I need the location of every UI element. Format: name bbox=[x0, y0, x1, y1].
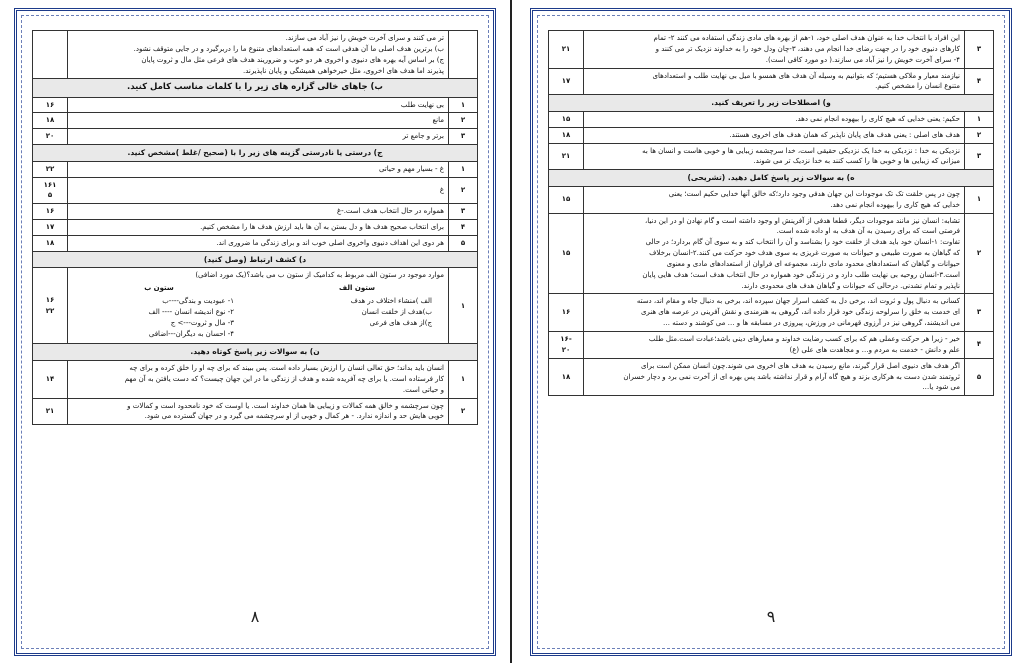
reference-number: ۱۶۱ ۵ bbox=[33, 177, 68, 204]
column-a bbox=[276, 283, 438, 339]
answer-line: بی نهایت طلب bbox=[400, 100, 444, 109]
reference-number: ۱۵ bbox=[549, 213, 584, 294]
question-number: ۵ bbox=[965, 358, 994, 396]
answer-text bbox=[68, 177, 449, 204]
answer-text bbox=[584, 331, 965, 358]
answer-row bbox=[33, 161, 478, 177]
answer-row bbox=[33, 177, 478, 204]
answer-text bbox=[584, 31, 965, 69]
answer-line: تشابه: انسان نیز مانند موجودات دیگر، قطعا هدفی از آفرینش او وجود داشته است و گام نهادن او در این دنیا، bbox=[644, 216, 960, 225]
section-title: ج) درستی یا نادرستی گزینه های زیر را با (صحیح /غلط )مشخص کنید. bbox=[33, 145, 478, 162]
column-b-item: ۳- مال و ثروت---> ج bbox=[170, 318, 234, 327]
left-page-content bbox=[32, 30, 478, 425]
answer-row bbox=[33, 204, 478, 220]
answer-table-right bbox=[548, 30, 994, 396]
reference-number: ۲۱ bbox=[33, 398, 68, 425]
answer-text bbox=[68, 268, 449, 344]
question-number: ۱ bbox=[449, 268, 478, 344]
page-number-right: ۹ bbox=[766, 607, 776, 626]
question-number: ۲ bbox=[965, 127, 994, 143]
answer-text bbox=[68, 161, 449, 177]
right-page bbox=[530, 8, 1012, 656]
answer-text bbox=[584, 294, 965, 332]
section-header bbox=[33, 344, 478, 361]
answer-row bbox=[33, 398, 478, 425]
answer-line: کسانی به دنبال پول و ثروت اند، برخی دل به کشف اسرار جهان سپرده اند، برخی به دنبال جاه و مقام اند، دسته bbox=[636, 297, 960, 306]
answer-line: میزانی که زیبایی ها و خوبی ها را کسب کنند به خدا نزدیک تر می شوند. bbox=[753, 157, 960, 166]
column-b-item: ۲- نوع اندیشه انسان ---- الف bbox=[148, 307, 234, 316]
answer-line: ناپذیر و تمام نشدنی. درحالی که حیوانات و گیاهان هدف های محدودی دارند. bbox=[741, 281, 960, 290]
section-header bbox=[33, 79, 478, 97]
reference-number: ۱۶ bbox=[33, 97, 68, 113]
column-b-item: ۱- عبودیت و بندگی----ب bbox=[162, 297, 234, 306]
question-number: ۳ bbox=[449, 129, 478, 145]
reference-number: -۱۶ ۲۰ bbox=[549, 331, 584, 358]
answer-line: خوبی هایش حد و اندازه ندارد. - هر کمال و خوبی از او سرچشمه می گیرد و در جهان گسترده می شود. bbox=[144, 412, 444, 421]
answer-row bbox=[549, 331, 994, 358]
answer-text bbox=[584, 213, 965, 294]
left-page bbox=[14, 8, 496, 656]
answer-line: است.۳-انسان روحیه بی نهایت طلب دارد و در زندگی خود همواره در حال انتخاب هدف است؛ هدف هایی پایان bbox=[642, 270, 960, 279]
section-title: ن) به سوالات زیر پاسخ کوتاه دهید. bbox=[33, 344, 478, 361]
answer-line: علم و دانش - خدمت به مردم و… و مجاهدت های علی (ع) bbox=[789, 345, 960, 354]
answer-line: می اندیشند، گروهی نیز در آرزوی قهرمانی در ورزش، پیروزی در مسابقه ها و … می کوشند و دسته … bbox=[663, 319, 960, 328]
answer-text bbox=[68, 398, 449, 425]
question-number: ۱ bbox=[449, 361, 478, 399]
answer-text bbox=[68, 97, 449, 113]
reference-number: ۲۲ bbox=[33, 161, 68, 177]
answer-line: ای خدمت به خلق را سرلوحه زندگی خود قرار داده اند، گروهی به هنرمندی و نقش آفرینی در عرصه های هنری bbox=[640, 308, 960, 317]
answer-text bbox=[68, 204, 449, 220]
answer-line: هدف های اصلی : یعنی هدف های پایان ناپذیر که همان هدف های اخروی هستند. bbox=[729, 130, 960, 139]
column-b-title: ستون ب bbox=[144, 284, 174, 293]
reference-number: ۱۸ bbox=[549, 358, 584, 396]
answer-row bbox=[549, 68, 994, 95]
reference-number bbox=[33, 31, 68, 79]
answer-line: نزدیکی به خدا : نزدیکی به خدا یک نزدیکی حقیقی است، خدا سرچشمه زیبایی ها و خوبی هاست و انسان ها به bbox=[642, 146, 960, 155]
answer-line: ج) بر اساس آیه بهره های دنیوی و اخروی هر دو خوب و ضروریند هدف های فرعی مثل مال و ثروت پایان bbox=[141, 55, 444, 64]
reference-number: ۱۵ bbox=[549, 111, 584, 127]
question-number: ۳ bbox=[965, 31, 994, 69]
answer-line: کارهای دنیوی خود را در جهت رضای خدا انجام می دهند، ۳-چان ودل خود را به خداوند نزدیک تر می کنند و bbox=[655, 44, 960, 53]
question-number: ۵ bbox=[449, 235, 478, 251]
answer-text bbox=[68, 113, 449, 129]
answer-line: اگر هدف های دنیوی اصل قرار گیرند، مانع رسیدن به هدف های اخروی می شوند.چون انسان ممکن است برای bbox=[641, 361, 960, 370]
answer-row bbox=[549, 213, 994, 294]
reference-number: ۱۶ bbox=[33, 204, 68, 220]
reference-number: ۱۷ bbox=[33, 220, 68, 236]
answer-line: خدایی که هیچ کاری را بیهوده انجام نمی دهد. bbox=[830, 200, 960, 209]
reference-number: ۱۶ bbox=[549, 294, 584, 332]
answer-line: می شود یا… bbox=[922, 383, 960, 392]
answer-line: فرصتی است که برای رسیدن به آن هدف به او داده شده است. bbox=[776, 227, 960, 236]
section-title: د) کشف ارتباط (وصل کنید) bbox=[33, 251, 478, 268]
answer-row bbox=[33, 129, 478, 145]
answer-text bbox=[68, 129, 449, 145]
answer-text bbox=[68, 361, 449, 399]
question-number bbox=[449, 31, 478, 79]
answer-row bbox=[33, 235, 478, 251]
reference-number: ۱۸ bbox=[549, 127, 584, 143]
answer-text bbox=[68, 220, 449, 236]
answer-row bbox=[33, 113, 478, 129]
answer-line: ۴- سرای آخرت خویش را نیز آباد می سازند.( دو مورد کافی است). bbox=[765, 55, 960, 64]
question-number: ۲ bbox=[449, 398, 478, 425]
answer-row bbox=[549, 111, 994, 127]
answer-line: برتر و جامع تر bbox=[402, 132, 444, 141]
question-number: ۳ bbox=[449, 204, 478, 220]
answer-line: همواره در حال انتخاب هدف است.-غ bbox=[337, 207, 444, 216]
question-number: ۱ bbox=[449, 161, 478, 177]
answer-row bbox=[33, 97, 478, 113]
answer-text bbox=[68, 31, 449, 79]
answer-text bbox=[584, 127, 965, 143]
answer-line: این افراد با انتخاب خدا به عنوان هدف اصلی خود، ۱-هم از بهره های مادی زندگی استفاده می کنند ۲- تمام bbox=[653, 34, 960, 42]
answer-row bbox=[33, 220, 478, 236]
column-a-item: الف )منشاء اختلاف در هدف bbox=[350, 297, 432, 306]
answer-line: که گیاهان به صورت طبیعی و حیوانات به صورت غریزی به سوی هدف خود حرکت می کنند.۲-انسان برخلاف bbox=[649, 249, 960, 258]
spread-divider bbox=[510, 0, 512, 663]
answer-line: نیازمند معیار و ملاکی هستیم؛ که بتوانیم به وسیله آن هدف های همسو با میل بی نهایت طلب و استعدادهای bbox=[652, 71, 960, 80]
answer-line: خیر - زیرا هر حرکت وعملی هم که برای کسب رضایت خداوند و معیارهای دینی باشد؛عبادت است.مثل طلب bbox=[648, 334, 960, 343]
reference-number: ۱۶ ۲۲ bbox=[33, 268, 68, 344]
reference-number: ۲۱ bbox=[549, 143, 584, 170]
answer-line: حیوانات و گیاهان که استعدادهای محدود مادی دارند، مجموعه ای فراوان از استعدادهای مادی و معنوی bbox=[666, 259, 960, 268]
answer-line: تفاوت: ۱-انسان خود باید هدف از خلقت خود را بشناسد و آن را انتخاب کند و به سوی آن گام بردارد؛ در حالی bbox=[645, 238, 960, 247]
answer-line: غ - بسیار مهم و حیاتی bbox=[378, 164, 444, 173]
section-header bbox=[549, 170, 994, 187]
match-instruction: موارد موجود در ستون الف مربوط به کدامیک از ستون ب می باشد؟(یک مورد اضافی) bbox=[195, 271, 444, 280]
answer-line: مانع bbox=[432, 116, 444, 125]
answer-line: ب) برترین هدف اصلی ما آن هدفی است که همه استعدادهای متنوع ما را دربرگیرد و در جایی متوقف نشود. bbox=[133, 44, 444, 53]
right-page-content bbox=[548, 30, 994, 396]
answer-row bbox=[33, 361, 478, 399]
question-number: ۴ bbox=[449, 220, 478, 236]
answer-row bbox=[33, 31, 478, 79]
question-number: ۱ bbox=[965, 186, 994, 213]
answer-row bbox=[549, 294, 994, 332]
section-title: ب) جاهای خالی گزاره های زیر را با کلمات مناسب کامل کنید. bbox=[33, 79, 478, 97]
question-number: ۲ bbox=[449, 113, 478, 129]
question-number: ۳ bbox=[965, 294, 994, 332]
answer-line: غ bbox=[439, 185, 444, 194]
column-a-title: ستون الف bbox=[339, 284, 375, 293]
question-number: ۱ bbox=[965, 111, 994, 127]
section-header bbox=[33, 251, 478, 268]
question-number: ۴ bbox=[965, 68, 994, 95]
reference-number: ۱۸ bbox=[33, 113, 68, 129]
column-a-item: ج)از هدف های فرعی bbox=[369, 318, 432, 327]
answer-line: پذیرند اما هدف های اخروی، مثل خیرخواهی همیشگی و پایان ناپذیرند. bbox=[242, 66, 444, 75]
reference-number: ۱۷ bbox=[549, 68, 584, 95]
section-header bbox=[33, 145, 478, 162]
answer-text bbox=[584, 358, 965, 396]
answer-row bbox=[549, 186, 994, 213]
matching-question-row bbox=[33, 268, 478, 344]
answer-line: چون سرچشمه و خالق همه کمالات و زیبایی ها همان خداوند است. یا اوست که خود نامحدود است و کمالات و bbox=[127, 401, 444, 410]
answer-line: متنوع انسان را مشخص کنیم. bbox=[875, 82, 960, 91]
section-title: ه) به سوالات زیر پاسخ کامل دهید. (تشریحی) bbox=[549, 170, 994, 187]
question-number: ۲ bbox=[965, 213, 994, 294]
answer-row bbox=[549, 358, 994, 396]
answer-row bbox=[549, 143, 994, 170]
reference-number: ۲۰ bbox=[33, 129, 68, 145]
answer-line: حکیم: یعنی خدایی که هیچ کاری را بیهوده انجام نمی دهد. bbox=[795, 114, 960, 123]
answer-text bbox=[584, 111, 965, 127]
answer-text bbox=[584, 143, 965, 170]
question-number: ۱ bbox=[449, 97, 478, 113]
reference-number: ۲۱ bbox=[549, 31, 584, 69]
answer-text bbox=[68, 235, 449, 251]
section-title: و) اصطلاحات زیر را تعریف کنید. bbox=[549, 95, 994, 112]
answer-line: تر می کنند و سرای آخرت خویش را نیز آباد می سازند. bbox=[285, 34, 444, 42]
reference-number: ۱۴ bbox=[33, 361, 68, 399]
reference-number: ۱۵ bbox=[549, 186, 584, 213]
column-b bbox=[78, 283, 240, 339]
column-b-item: ۴- احسان به دیگران---اضافی bbox=[148, 329, 234, 338]
reference-number: ۱۸ bbox=[33, 235, 68, 251]
answer-row bbox=[549, 31, 994, 69]
answer-line: چون در پس خلقت تک تک موجودات این جهان هدفی وجود دارد؛که خالق آنها خدایی حکیم است؛ یعنی bbox=[668, 189, 960, 198]
page-number-left: ۸ bbox=[250, 607, 260, 626]
section-header bbox=[549, 95, 994, 112]
answer-line: و حیاتی است. bbox=[402, 385, 444, 394]
answer-line: ثروتمند شدن دست به هرکاری بزند و هیچ گاه آرام و قرار نداشته باشد پس بهره ای از آخرت نمی برد و دچار خسران bbox=[623, 372, 960, 381]
column-a-item: ب)هدف از خلقت انسان bbox=[361, 307, 432, 316]
answer-line: هر دوی این اهداف دنیوی واخروی اصلی خوب اند و برای زندگی ما ضروری اند. bbox=[216, 238, 444, 247]
answer-line: انسان باید بداند؛ حق تعالی انسان را ارزش بسیار داده است. پس ببیند که برای چه او را خلق کرده و برای چه bbox=[129, 364, 444, 373]
question-number: ۳ bbox=[965, 143, 994, 170]
answer-line: کار فرستاده است. یا برای چه آفریده شده و هدف از زندگی ما در این جهان چیست؟ که دست یافتن به آن مهم bbox=[124, 374, 444, 383]
match-columns bbox=[72, 281, 444, 341]
answer-table-left bbox=[32, 30, 478, 425]
question-number: ۴ bbox=[965, 331, 994, 358]
answer-text bbox=[584, 68, 965, 95]
question-number: ۲ bbox=[449, 177, 478, 204]
answer-line: برای انتخاب صحیح هدف ها و دل بستن به آن ها باید ارزش هدف ها را مشخص کنیم. bbox=[200, 223, 444, 232]
answer-row bbox=[549, 127, 994, 143]
answer-text bbox=[584, 186, 965, 213]
